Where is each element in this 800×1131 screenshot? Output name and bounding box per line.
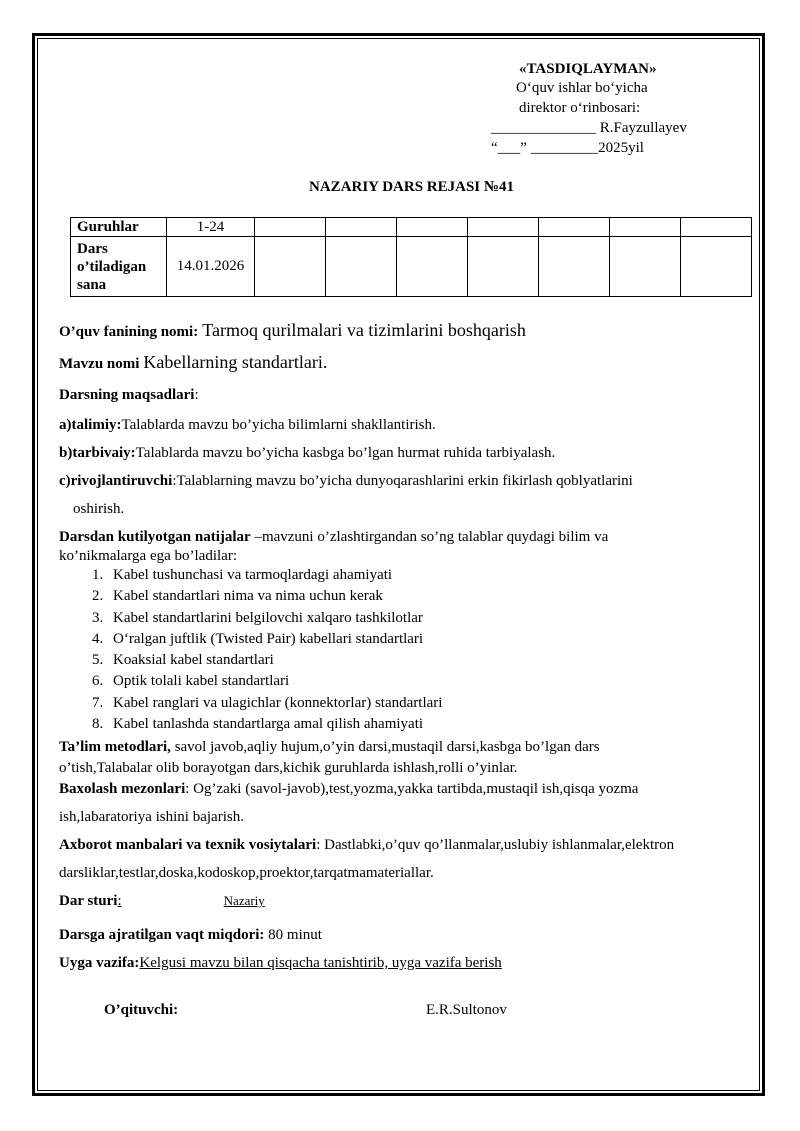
list-item: 8. Kabel tanlashda standartlarga amal qilish ahamiyati — [107, 714, 442, 735]
assessment-label: Baxolash mezonlari — [59, 781, 186, 797]
assessment-line — [59, 780, 638, 798]
goal-c-label: c)rivojlantiruvchi — [59, 473, 173, 489]
date-value: 14.01.2026 — [167, 237, 255, 297]
results-intro — [59, 528, 608, 546]
list-item: 2. Kabel standartlari nima va nima uchun kerak — [107, 586, 442, 607]
goals-heading-line: Darsning maqsadlari: — [59, 387, 199, 403]
lesson-type-colon: : — [117, 893, 122, 909]
table-cell — [539, 237, 610, 297]
methods-line — [59, 738, 600, 756]
table-cell — [326, 237, 397, 297]
resources-label: Axborot manbalari va texnik vosiytalari — [59, 837, 317, 853]
goal-c-text2: oshirish. — [73, 501, 125, 517]
results-list — [60, 565, 442, 735]
goal-b — [59, 444, 555, 462]
results-intro-text: –mavzuni o’zlashtirgandan so’ng talablar quydagi bilim va — [250, 529, 609, 545]
list-item: 5. Koaksial kabel standartlari — [107, 650, 442, 671]
goal-c — [59, 472, 633, 490]
table-cell — [610, 237, 681, 297]
homework-label: Uyga vazifa: — [59, 955, 140, 971]
date-label: Dars o’tiladigan sana — [71, 237, 167, 297]
goal-c-text: :Talablarning mavzu bo’yicha dunyoqarashlarini erkin fikirlash qoblyatlarini — [172, 473, 633, 489]
list-item: 7. Kabel ranglari va ulagichlar (konnektorlar) standartlari — [107, 693, 442, 714]
goal-b-label: b)tarbivaiy: — [59, 445, 136, 461]
topic-label: Mavzu nomi — [59, 356, 140, 372]
list-item: 6. Optik tolali kabel standartlari — [107, 671, 442, 692]
lesson-type-label: Dar sturi — [59, 893, 118, 909]
list-item: 1. Kabel tushunchasi va tarmoqlardagi ahamiyati — [107, 565, 442, 586]
groups-label: Guruhlar — [71, 218, 167, 237]
teacher-label: O’qituvchi: — [104, 1002, 179, 1018]
homework-line — [59, 954, 635, 972]
table-row — [71, 218, 752, 237]
lesson-type-value: Nazariy — [223, 893, 265, 908]
teacher-name: E.R.Sultonov — [426, 1002, 507, 1018]
table-cell — [326, 218, 397, 237]
table-cell — [468, 218, 539, 237]
table-cell — [610, 218, 681, 237]
table-cell — [397, 218, 468, 237]
resources-text2: darsliklar,testlar,doska,kodoskop,proektor,tarqatmamateriallar. — [59, 865, 434, 881]
methods-label: Ta’lim metodlari, — [59, 739, 171, 755]
topic-line — [59, 351, 327, 375]
table-row — [71, 237, 752, 297]
goal-a-text: Talablarda mavzu bo’yicha bilimlarni shakllantirish. — [121, 417, 436, 433]
table-cell — [397, 237, 468, 297]
goal-b-text: Talablarda mavzu bo’yicha kasbga bo’lgan hurmat ruhida tarbiyalash. — [135, 445, 556, 461]
resources-text: : Dastlabki,o’quv qo’llanmalar,uslubiy ishlanmalar,elektron — [316, 837, 675, 853]
assessment-text: : Og’zaki (savol-javob),test,yozma,yakka tartibda,mustaqil ish,qisqa yozma — [185, 781, 639, 797]
duration-value: 80 minut — [264, 927, 322, 943]
lesson-type-line — [59, 892, 479, 910]
results-intro2: ko’nikmalarga ega bo’ladilar: — [59, 548, 237, 564]
subject-value: Tarmoq qurilmalari va tizimlarini boshqarish — [202, 320, 526, 340]
approval-signature-line: ______________ R.Fayzullayev — [491, 120, 687, 136]
subject-line — [59, 319, 526, 343]
approval-line2: direktor o‘rinbosari: — [519, 100, 641, 116]
results-label: Darsdan kutilyotgan natijalar — [59, 529, 251, 545]
list-item: 4. O‘ralgan juftlik (Twisted Pair) kabellari standartlari — [107, 629, 442, 650]
groups-value: 1-24 — [167, 218, 255, 237]
table-cell — [539, 218, 610, 237]
topic-value: Kabellarning standartlari. — [143, 352, 328, 372]
duration-label: Darsga ajratilgan vaqt miqdori: — [59, 927, 265, 943]
assessment-text2: ish,labaratoriya ishini bajarish. — [59, 809, 244, 825]
goal-a — [59, 416, 436, 434]
homework-value: Kelgusi mavzu bilan qisqacha tanishtirib, uyga vazifa berish — [139, 955, 502, 971]
duration-line — [59, 926, 322, 944]
approval-line1: O‘quv ishlar bo‘yicha — [516, 80, 648, 96]
goals-heading: Darsning maqsadlari — [59, 387, 195, 403]
groups-table — [70, 217, 752, 297]
list-item: 3. Kabel standartlarini belgilovchi xalqaro tashkilotlar — [107, 608, 442, 629]
goal-a-label: a)talimiy: — [59, 417, 122, 433]
approval-title: «TASDIQLAYMAN» — [519, 61, 657, 77]
approval-date-line: “___” _________2025yil — [491, 140, 644, 156]
table-cell — [255, 237, 326, 297]
table-cell — [255, 218, 326, 237]
methods-text2: o’tish,Talabalar olib borayotgan dars,kichik guruhlarda ishlash,rolli o’yinlar. — [59, 760, 518, 776]
plan-title: NAZARIY DARS REJASI №41 — [309, 179, 514, 195]
table-cell — [681, 218, 752, 237]
resources-line — [59, 836, 674, 854]
table-cell — [681, 237, 752, 297]
subject-label: O’quv fanining nomi: — [59, 324, 199, 340]
table-cell — [468, 237, 539, 297]
methods-text: savol javob,aqliy hujum,o’yin darsi,mustaqil darsi,kasbga bo’lgan dars — [170, 739, 600, 755]
